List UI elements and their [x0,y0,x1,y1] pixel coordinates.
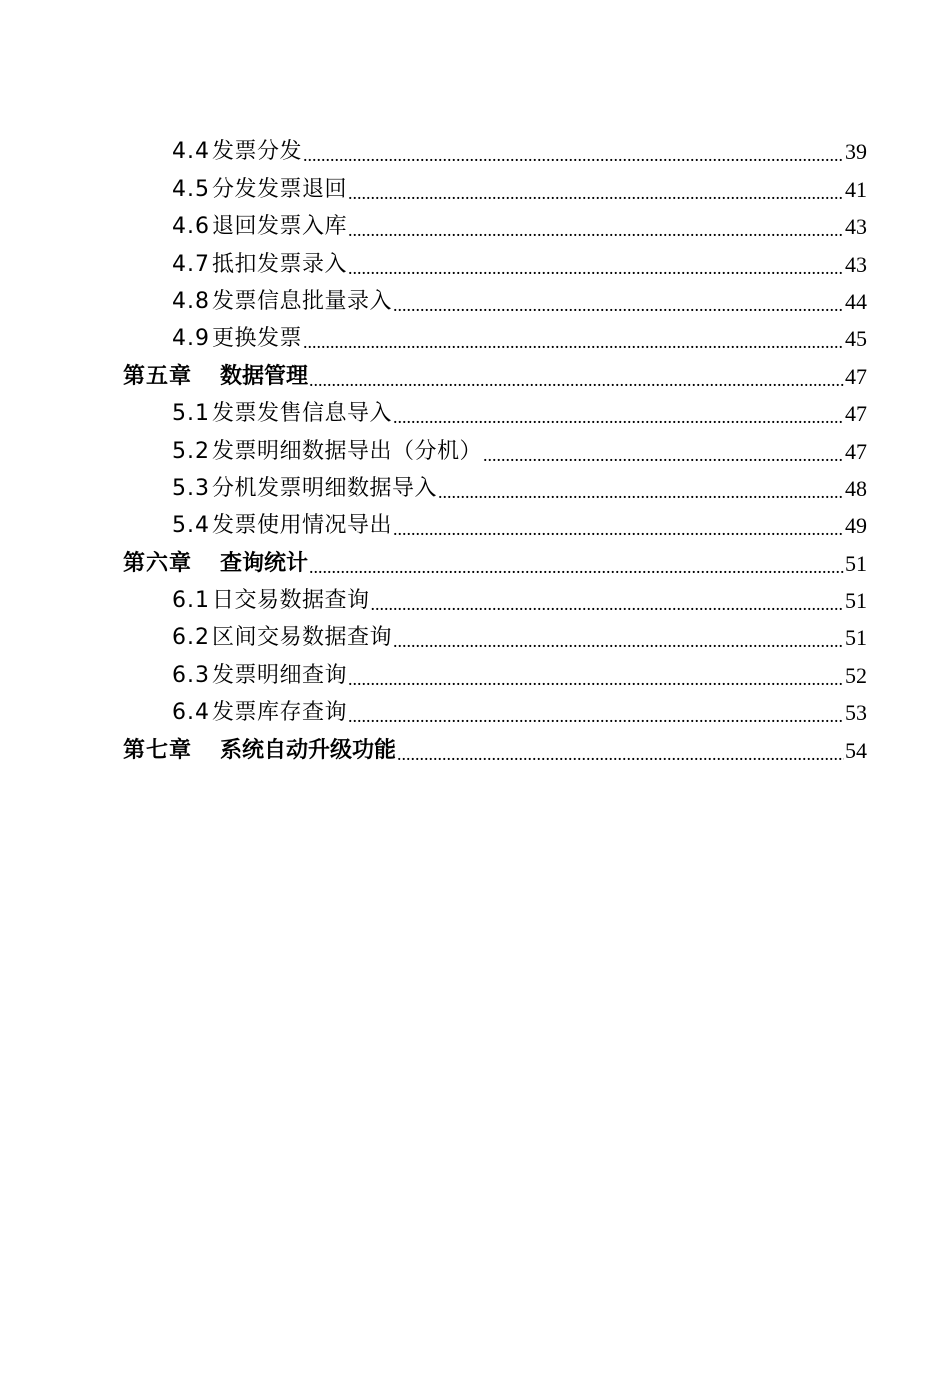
toc-page-number: 51 [845,588,867,614]
toc-section-entry[interactable] [0,427,950,464]
toc-dot-leader [393,295,844,315]
toc-page-number: 47 [845,438,867,464]
toc-dot-leader [393,407,844,427]
toc-page-number: 54 [845,737,867,763]
toc-page-number: 45 [845,326,867,352]
toc-entry-number: 6.3 [172,662,210,688]
toc-section-entry[interactable] [0,165,950,202]
toc-entry-label [172,513,392,539]
toc-section-entry[interactable] [0,278,950,315]
toc-section-entry[interactable] [0,689,950,726]
toc-entry-label [172,588,370,614]
toc-chapter-entry[interactable] [0,352,950,389]
toc-dot-leader [371,594,844,614]
toc-entry-label [172,326,302,352]
toc-page-number: 43 [845,251,867,277]
toc-section-entry[interactable] [0,390,950,427]
toc-entry-number: 4.5 [172,176,210,202]
toc-page-number: 49 [845,513,867,539]
toc-entry-number: 6.2 [172,625,210,651]
toc-page-number: 47 [845,363,867,389]
toc-dot-leader [483,445,844,465]
toc-entry-title: 发票明细数据导出（分机） [212,438,483,464]
toc-dot-leader [397,744,844,764]
toc-entry-label [172,663,347,689]
toc-entry-label [172,476,437,502]
toc-section-entry[interactable] [0,651,950,688]
toc-page-number: 43 [845,214,867,240]
toc-entry-title: 分机发票明细数据导入 [212,475,438,501]
toc-section-entry[interactable] [0,502,950,539]
toc-entry-title: 发票分发 [212,139,303,165]
toc-entry-label [172,289,392,315]
toc-entry-title: 日交易数据查询 [212,588,370,614]
toc-entry-number: 5.1 [172,401,210,427]
toc-entry-title: 系统自动升级功能 [220,737,397,763]
toc-dot-leader [348,220,844,240]
toc-page-number: 48 [845,475,867,501]
toc-section-entry[interactable] [0,315,950,352]
toc-dot-leader [303,332,844,352]
toc-entry-number: 4.6 [172,214,210,240]
table-of-contents [0,128,950,764]
toc-chapter-entry[interactable] [0,539,950,576]
toc-entry-title: 更换发票 [212,326,303,352]
toc-entry-title: 数据管理 [220,363,309,389]
toc-entry-label [172,177,347,203]
toc-entry-number: 4.8 [172,288,210,314]
toc-entry-number: 第五章 [123,363,193,389]
toc-entry-label [172,401,392,427]
toc-dot-leader [348,669,844,689]
toc-entry-number: 6.1 [172,588,210,614]
toc-entry-number: 5.2 [172,438,210,464]
toc-dot-leader [309,370,844,390]
toc-entry-number: 4.7 [172,251,210,277]
toc-dot-leader [438,482,844,502]
toc-entry-label [123,738,396,764]
toc-dot-leader [309,557,844,577]
toc-entry-title: 发票发售信息导入 [212,401,393,427]
toc-entry-number: 第七章 [123,737,193,763]
toc-entry-number: 4.4 [172,139,210,165]
toc-entry-title: 分发发票退回 [212,176,348,202]
toc-dot-leader [303,145,844,165]
toc-entry-title: 发票库存查询 [212,700,348,726]
toc-entry-title: 查询统计 [220,550,309,576]
toc-entry-title: 发票使用情况导出 [212,513,393,539]
toc-entry-number: 4.9 [172,326,210,352]
toc-page-number: 41 [845,176,867,202]
toc-dot-leader [348,183,844,203]
toc-entry-label [172,700,347,726]
toc-entry-label [172,439,482,465]
toc-section-entry[interactable] [0,128,950,165]
toc-page-number: 51 [845,625,867,651]
toc-section-entry[interactable] [0,577,950,614]
toc-entry-label [172,214,347,240]
toc-dot-leader [348,258,844,278]
toc-dot-leader [393,631,844,651]
toc-entry-title: 抵扣发票录入 [212,251,348,277]
toc-entry-number: 5.3 [172,475,210,501]
toc-section-entry[interactable] [0,465,950,502]
toc-entry-label [172,139,302,165]
toc-page-number: 44 [845,288,867,314]
toc-chapter-entry[interactable] [0,726,950,763]
toc-entry-label [123,551,308,577]
toc-entry-title: 区间交易数据查询 [212,625,393,651]
toc-entry-label [172,252,347,278]
toc-entry-title: 退回发票入库 [212,214,348,240]
toc-entry-number: 5.4 [172,513,210,539]
toc-entry-label [172,625,392,651]
toc-entry-title: 发票信息批量录入 [212,288,393,314]
toc-page-number: 39 [845,139,867,165]
toc-section-entry[interactable] [0,614,950,651]
toc-entry-number: 6.4 [172,700,210,726]
toc-dot-leader [393,519,844,539]
toc-section-entry[interactable] [0,203,950,240]
toc-page-number: 53 [845,700,867,726]
toc-entry-title: 发票明细查询 [212,662,348,688]
toc-section-entry[interactable] [0,240,950,277]
toc-page-number: 52 [845,662,867,688]
toc-page-number: 47 [845,401,867,427]
toc-page-number: 51 [845,550,867,576]
toc-dot-leader [348,706,844,726]
toc-entry-number: 第六章 [123,550,193,576]
toc-entry-label [123,364,308,390]
